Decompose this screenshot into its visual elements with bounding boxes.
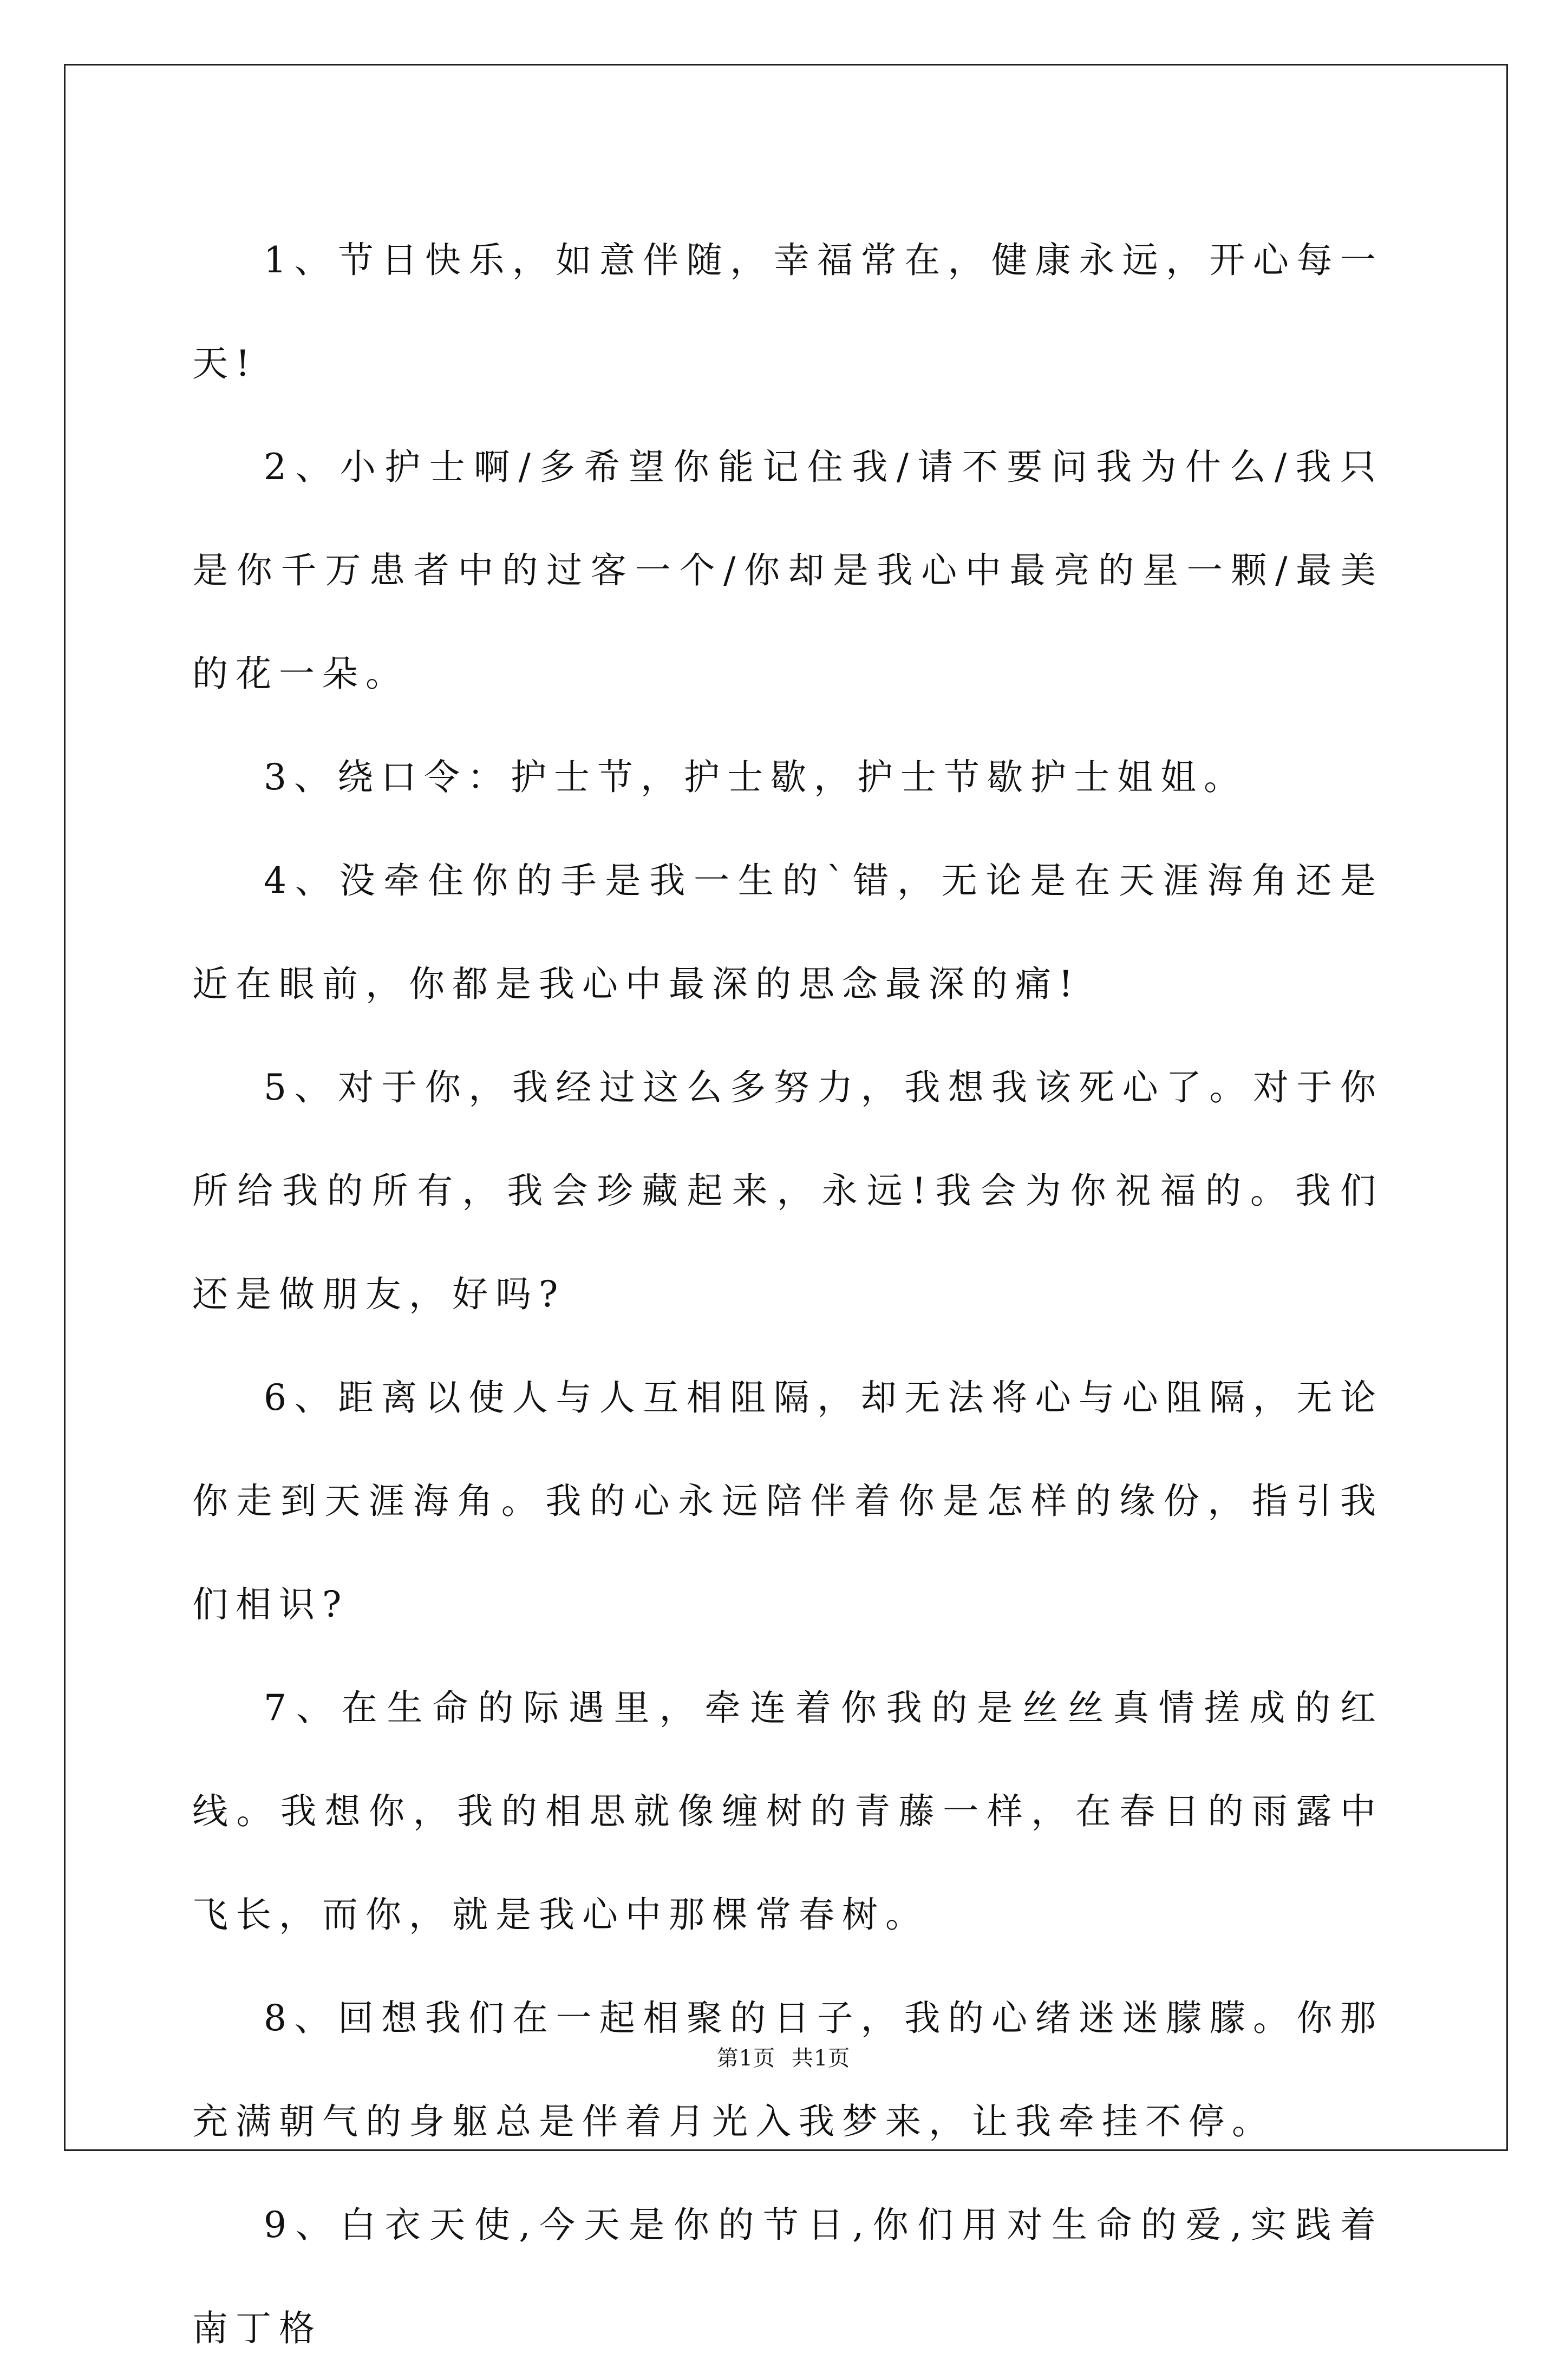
paragraph-5: 5、对于你，我经过这么多努力，我想我该死心了。对于你所给我的所有，我会珍藏起来，永远!我会为你祝福的。我们还是做朋友，好吗? bbox=[192, 1067, 1383, 1315]
paragraph-4: 4、没牵住你的手是我一生的`错，无论是在天涯海角还是近在眼前，你都是我心中最深的思念最深的痛! bbox=[192, 860, 1383, 1005]
page-footer bbox=[0, 2042, 1567, 2075]
page-total: 共1页 bbox=[791, 2046, 851, 2071]
paragraph-3: 3、绕口令：护士节，护士歇，护士节歇护士姐姐。 bbox=[264, 756, 1247, 798]
paragraph-6: 6、距离以使人与人互相阻隔，却无法将心与心阻隔，无论你走到天涯海角。我的心永远陪伴着你是怎样的缘份，指引我们相识? bbox=[192, 1377, 1383, 1625]
paragraph-9: 9、白衣天使,今天是你的节日,你们用对生命的爱,实践着南丁格 bbox=[192, 2204, 1383, 2349]
page-number: 第1页 bbox=[716, 2046, 776, 2071]
paragraph-8: 8、回想我们在一起相聚的日子，我的心绪迷迷朦朦。你那充满朝气的身躯总是伴着月光入我梦来，让我牵挂不停。 bbox=[192, 1997, 1383, 2142]
paragraph-1: 1、节日快乐，如意伴随，幸福常在，健康永远，开心每一天! bbox=[192, 239, 1383, 384]
paragraph-7: 7、在生命的际遇里，牵连着你我的是丝丝真情搓成的红线。我想你，我的相思就像缠树的青藤一样，在春日的雨露中飞长，而你，就是我心中那棵常春树。 bbox=[192, 1687, 1383, 1936]
paragraph-2: 2、小护士啊/多希望你能记住我/请不要问我为什么/我只是你千万患者中的过客一个/你却是我心中最亮的星一颗/最美的花一朵。 bbox=[192, 446, 1383, 695]
